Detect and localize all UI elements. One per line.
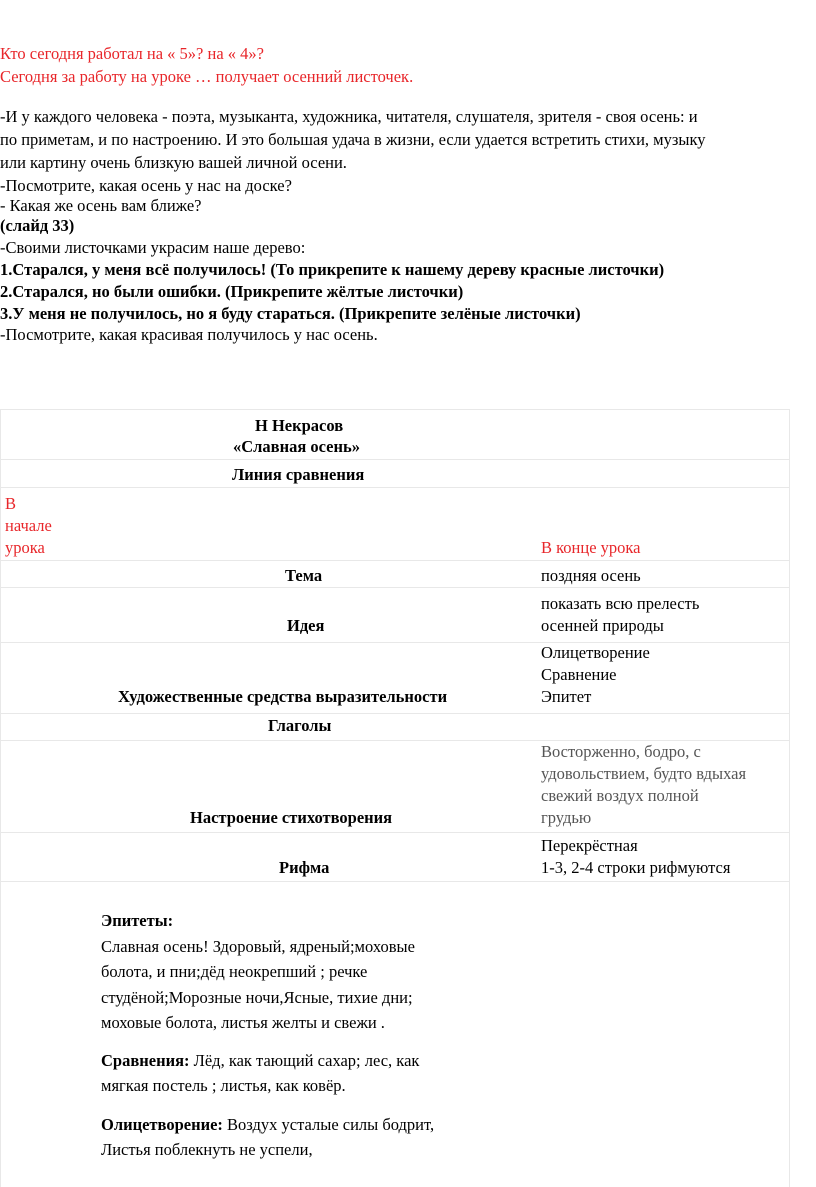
slide-label: (слайд 33) bbox=[0, 216, 75, 235]
row-mood-value-2: удовольствием, будто вдыхая bbox=[541, 764, 747, 783]
label-start-line-2: начале bbox=[5, 516, 52, 535]
comparisons-text-1: Лёд, как тающий сахар; лес, как bbox=[189, 1051, 420, 1070]
row-rhyme-value-1: Перекрёстная bbox=[541, 836, 638, 855]
closing-line: -Посмотрите, какая красивая получилось у нас осень. bbox=[0, 325, 378, 344]
row-mood-label: Настроение стихотворения bbox=[190, 808, 393, 827]
personification-title: Олицетворение: bbox=[101, 1115, 223, 1134]
intro-question-closer: - Какая же осень вам ближе? bbox=[0, 196, 202, 215]
personification-text-1: Воздух усталые силы бодрит, bbox=[222, 1115, 435, 1134]
personification-line-2: Листья поблекнуть не успели, bbox=[101, 1140, 313, 1159]
epithets-line-3: студёной;Морозные ночи,Ясные, тихие дни; bbox=[101, 988, 413, 1007]
intro-paragraph-line-2: по приметам, и по настроению. И это большая удача в жизни, если удается встретить стихи, музыку bbox=[0, 130, 706, 149]
intro-paragraph-line-3: или картину очень близкую вашей личной осени. bbox=[0, 153, 347, 172]
row-rhyme-label: Рифма bbox=[279, 858, 330, 877]
row-theme-label: Тема bbox=[285, 566, 323, 585]
option-yellow-leaves: 2.Старался, но были ошибки. (Прикрепите жёлтые листочки) bbox=[0, 282, 464, 301]
epithets-title: Эпитеты: bbox=[101, 911, 174, 930]
row-mood-value-4: грудью bbox=[541, 808, 592, 827]
personification-line-1 bbox=[101, 1112, 434, 1138]
label-end-of-lesson: В конце урока bbox=[541, 538, 641, 557]
row-verbs-label: Глаголы bbox=[268, 716, 332, 735]
table-poem-title: «Славная осень» bbox=[233, 437, 360, 456]
row-idea-label: Идея bbox=[287, 616, 325, 635]
option-green-leaves: 3.У меня не получилось, но я буду стараться. (Прикрепите зелёные листочки) bbox=[0, 304, 581, 323]
label-start-line-1: В bbox=[5, 494, 17, 513]
table-author: Н Некрасов bbox=[255, 416, 344, 435]
decorate-tree-line: -Своими листочками украсим наше дерево: bbox=[0, 238, 306, 257]
table-compare-header: Линия сравнения bbox=[232, 465, 365, 484]
comparison-table bbox=[0, 409, 790, 1187]
row-mood-value-3: свежий воздух полной bbox=[541, 786, 699, 805]
comparisons-title: Сравнения: bbox=[101, 1051, 190, 1070]
epithets-line-4: моховые болота, листья желты и свежи . bbox=[101, 1013, 385, 1032]
row-devices-label: Художественные средства выразительности bbox=[118, 687, 448, 706]
row-mood-value-1: Восторженно, бодро, с bbox=[541, 742, 701, 761]
comparisons-line-1 bbox=[101, 1048, 419, 1074]
label-start-line-3: урока bbox=[5, 538, 45, 557]
row-idea-value-1: показать всю прелесть bbox=[541, 594, 700, 613]
row-rhyme-value-2: 1-3, 2-4 строки рифмуются bbox=[541, 858, 731, 877]
option-red-leaves: 1.Старался, у меня всё получилось! (То прикрепите к нашему дереву красные листочки) bbox=[0, 260, 665, 279]
comparisons-line-2: мягкая постель ; листья, как ковёр. bbox=[101, 1076, 346, 1095]
intro-question-grades: Кто сегодня работал на « 5»? на « 4»? bbox=[0, 44, 264, 63]
intro-question-board: -Посмотрите, какая осень у нас на доске? bbox=[0, 176, 292, 195]
row-devices-value-3: Эпитет bbox=[541, 687, 592, 706]
row-idea-value-2: осенней природы bbox=[541, 616, 664, 635]
epithets-line-1: Славная осень! Здоровый, ядреный;моховые bbox=[101, 937, 415, 956]
row-devices-value-2: Сравнение bbox=[541, 665, 617, 684]
epithets-line-2: болота, и пни;дёд неокрепший ; речке bbox=[101, 962, 368, 981]
row-theme-value: поздняя осень bbox=[541, 566, 641, 585]
row-devices-value-1: Олицетворение bbox=[541, 643, 650, 662]
intro-paragraph-line-1: -И у каждого человека - поэта, музыканта, художника, читателя, слушателя, зрителя - своя осень: и bbox=[0, 107, 698, 126]
intro-reward-line: Сегодня за работу на уроке … получает осенний листочек. bbox=[0, 67, 414, 86]
